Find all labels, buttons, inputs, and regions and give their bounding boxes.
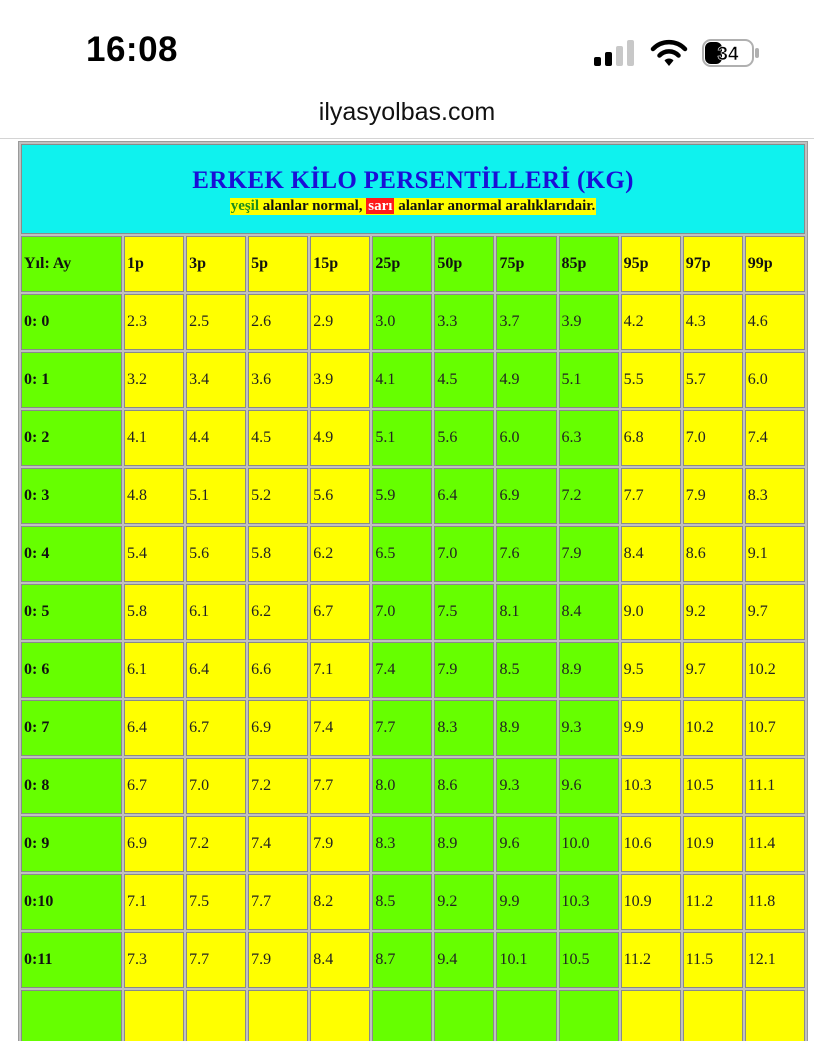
column-header: 85p bbox=[559, 236, 619, 292]
table-cell: 7.4 bbox=[248, 816, 308, 872]
table-cell: 5.8 bbox=[248, 526, 308, 582]
table-cell: 2.3 bbox=[124, 294, 184, 350]
row-age-label: 0: 1 bbox=[21, 352, 122, 408]
table-cell: 7.9 bbox=[559, 526, 619, 582]
table-cell: 9.9 bbox=[496, 874, 556, 930]
table-cell: 9.1 bbox=[745, 526, 805, 582]
table-cell: 8.6 bbox=[434, 758, 494, 814]
table-cell: 6.7 bbox=[310, 584, 370, 640]
table-cell: 7.1 bbox=[124, 874, 184, 930]
table-cell: 7.7 bbox=[621, 468, 681, 524]
table-cell: 8.3 bbox=[372, 816, 432, 872]
table-cell: 7.5 bbox=[186, 874, 246, 930]
column-header: 3p bbox=[186, 236, 246, 292]
row-age-label: 0:11 bbox=[21, 932, 122, 988]
table-cell: 8.3 bbox=[434, 700, 494, 756]
table-cell: 8.3 bbox=[745, 468, 805, 524]
table-cell bbox=[745, 990, 805, 1041]
column-header: 99p bbox=[745, 236, 805, 292]
table-cell: 8.1 bbox=[496, 584, 556, 640]
table-cell: 2.5 bbox=[186, 294, 246, 350]
table-cell bbox=[248, 990, 308, 1041]
table-row bbox=[21, 584, 805, 640]
subtitle-text-2: alanlar anormal aralıklarıdair. bbox=[394, 198, 596, 214]
table-row bbox=[21, 352, 805, 408]
column-header: 15p bbox=[310, 236, 370, 292]
table-cell bbox=[621, 990, 681, 1041]
table-cell: 7.0 bbox=[434, 526, 494, 582]
row-age-label: 0: 3 bbox=[21, 468, 122, 524]
column-header: 95p bbox=[621, 236, 681, 292]
table-cell: 9.9 bbox=[621, 700, 681, 756]
table-header-row bbox=[21, 236, 805, 292]
address-bar[interactable] bbox=[0, 92, 814, 138]
table-cell: 8.2 bbox=[310, 874, 370, 930]
table-cell bbox=[559, 990, 619, 1041]
table-cell: 6.9 bbox=[496, 468, 556, 524]
table-cell: 5.7 bbox=[683, 352, 743, 408]
table-title: ERKEK KİLO PERSENTİLLERİ (KG) bbox=[192, 167, 634, 194]
table-cell: 7.7 bbox=[248, 874, 308, 930]
table-cell: 10.1 bbox=[496, 932, 556, 988]
table-row bbox=[21, 758, 805, 814]
table-cell: 7.0 bbox=[683, 410, 743, 466]
row-age-label bbox=[21, 990, 122, 1041]
table-cell: 10.3 bbox=[621, 758, 681, 814]
table-cell: 9.2 bbox=[683, 584, 743, 640]
table-cell: 6.7 bbox=[186, 700, 246, 756]
table-cell: 5.6 bbox=[310, 468, 370, 524]
table-title-cell bbox=[21, 144, 805, 234]
table-cell: 8.9 bbox=[559, 642, 619, 698]
table-cell: 3.3 bbox=[434, 294, 494, 350]
table-cell: 7.9 bbox=[434, 642, 494, 698]
table-cell: 8.4 bbox=[621, 526, 681, 582]
table-cell bbox=[186, 990, 246, 1041]
table-cell: 10.7 bbox=[745, 700, 805, 756]
table-cell: 8.9 bbox=[496, 700, 556, 756]
column-header: 97p bbox=[683, 236, 743, 292]
table-row bbox=[21, 990, 805, 1041]
weight-percentile-table bbox=[18, 141, 808, 1041]
table-cell: 8.4 bbox=[310, 932, 370, 988]
table-cell bbox=[496, 990, 556, 1041]
row-age-label: 0: 2 bbox=[21, 410, 122, 466]
table-cell: 7.4 bbox=[745, 410, 805, 466]
table-cell: 6.4 bbox=[124, 700, 184, 756]
table-cell: 6.4 bbox=[186, 642, 246, 698]
column-header: 5p bbox=[248, 236, 308, 292]
table-cell: 6.3 bbox=[559, 410, 619, 466]
table-cell: 6.6 bbox=[248, 642, 308, 698]
table-cell: 11.2 bbox=[621, 932, 681, 988]
table-cell: 7.2 bbox=[248, 758, 308, 814]
table-cell: 5.6 bbox=[434, 410, 494, 466]
table-row bbox=[21, 468, 805, 524]
table-cell: 2.9 bbox=[310, 294, 370, 350]
row-age-label: 0: 9 bbox=[21, 816, 122, 872]
table-cell: 9.7 bbox=[683, 642, 743, 698]
signal-icon bbox=[594, 40, 636, 66]
table-cell: 5.8 bbox=[124, 584, 184, 640]
row-age-label: 0: 7 bbox=[21, 700, 122, 756]
table-cell: 9.6 bbox=[559, 758, 619, 814]
table-cell: 6.1 bbox=[124, 642, 184, 698]
battery-level: 34 bbox=[717, 44, 739, 65]
table-cell: 10.3 bbox=[559, 874, 619, 930]
table-cell: 4.3 bbox=[683, 294, 743, 350]
table-cell: 5.1 bbox=[372, 410, 432, 466]
table-cell: 6.4 bbox=[434, 468, 494, 524]
table-cell: 7.1 bbox=[310, 642, 370, 698]
table-cell: 6.9 bbox=[124, 816, 184, 872]
table-cell: 7.9 bbox=[248, 932, 308, 988]
table-cell: 7.7 bbox=[372, 700, 432, 756]
table-cell: 4.5 bbox=[434, 352, 494, 408]
table-cell: 7.4 bbox=[372, 642, 432, 698]
percentile-table-wrap bbox=[18, 141, 808, 1041]
table-cell: 6.2 bbox=[248, 584, 308, 640]
divider bbox=[0, 138, 814, 139]
table-cell: 7.2 bbox=[559, 468, 619, 524]
table-cell: 7.6 bbox=[496, 526, 556, 582]
table-cell: 7.9 bbox=[310, 816, 370, 872]
column-header: 50p bbox=[434, 236, 494, 292]
table-cell: 4.8 bbox=[124, 468, 184, 524]
subtitle-green: yeşil bbox=[230, 198, 260, 214]
table-cell: 5.4 bbox=[124, 526, 184, 582]
table-cell: 9.2 bbox=[434, 874, 494, 930]
table-cell: 4.9 bbox=[310, 410, 370, 466]
table-cell: 11.8 bbox=[745, 874, 805, 930]
table-cell: 6.5 bbox=[372, 526, 432, 582]
row-age-label: 0: 0 bbox=[21, 294, 122, 350]
table-cell: 11.2 bbox=[683, 874, 743, 930]
table-cell: 7.5 bbox=[434, 584, 494, 640]
column-header: 25p bbox=[372, 236, 432, 292]
row-age-label: 0: 8 bbox=[21, 758, 122, 814]
table-cell: 10.9 bbox=[621, 874, 681, 930]
table-row bbox=[21, 700, 805, 756]
table-cell: 10.0 bbox=[559, 816, 619, 872]
table-cell: 9.3 bbox=[559, 700, 619, 756]
table-cell: 9.3 bbox=[496, 758, 556, 814]
table-row bbox=[21, 526, 805, 582]
column-header: Yıl: Ay bbox=[21, 236, 122, 292]
table-cell: 10.2 bbox=[683, 700, 743, 756]
table-cell: 5.5 bbox=[621, 352, 681, 408]
table-cell: 7.3 bbox=[124, 932, 184, 988]
table-cell: 8.5 bbox=[496, 642, 556, 698]
table-cell: 4.5 bbox=[248, 410, 308, 466]
table-row bbox=[21, 642, 805, 698]
table-cell: 5.1 bbox=[186, 468, 246, 524]
table-cell: 6.7 bbox=[124, 758, 184, 814]
row-age-label: 0: 5 bbox=[21, 584, 122, 640]
table-cell: 10.9 bbox=[683, 816, 743, 872]
table-cell: 9.5 bbox=[621, 642, 681, 698]
table-cell: 2.6 bbox=[248, 294, 308, 350]
table-cell bbox=[124, 990, 184, 1041]
table-cell: 3.9 bbox=[559, 294, 619, 350]
table-cell: 3.4 bbox=[186, 352, 246, 408]
table-cell: 5.9 bbox=[372, 468, 432, 524]
table-cell: 7.0 bbox=[186, 758, 246, 814]
wifi-icon bbox=[650, 38, 688, 68]
table-cell: 12.1 bbox=[745, 932, 805, 988]
table-cell: 4.2 bbox=[621, 294, 681, 350]
table-cell: 5.2 bbox=[248, 468, 308, 524]
table-cell: 10.5 bbox=[559, 932, 619, 988]
table-cell: 9.0 bbox=[621, 584, 681, 640]
column-header: 1p bbox=[124, 236, 184, 292]
table-cell bbox=[310, 990, 370, 1041]
table-cell bbox=[434, 990, 494, 1041]
table-cell: 8.0 bbox=[372, 758, 432, 814]
table-cell: 6.9 bbox=[248, 700, 308, 756]
table-cell: 4.1 bbox=[124, 410, 184, 466]
table-cell: 9.6 bbox=[496, 816, 556, 872]
subtitle-text-1: alanlar normal, bbox=[259, 198, 367, 214]
subtitle-red: sarı bbox=[368, 198, 393, 214]
row-age-label: 0: 6 bbox=[21, 642, 122, 698]
table-cell: 4.6 bbox=[745, 294, 805, 350]
table-cell: 3.0 bbox=[372, 294, 432, 350]
status-time: 16:08 bbox=[86, 30, 179, 69]
table-cell: 7.2 bbox=[186, 816, 246, 872]
table-row bbox=[21, 410, 805, 466]
column-header: 75p bbox=[496, 236, 556, 292]
table-cell: 8.4 bbox=[559, 584, 619, 640]
table-cell: 4.1 bbox=[372, 352, 432, 408]
table-cell: 8.9 bbox=[434, 816, 494, 872]
table-cell: 6.2 bbox=[310, 526, 370, 582]
status-bar bbox=[0, 0, 814, 100]
table-cell: 7.9 bbox=[683, 468, 743, 524]
table-cell: 8.7 bbox=[372, 932, 432, 988]
table-cell: 4.9 bbox=[496, 352, 556, 408]
table-cell: 3.9 bbox=[310, 352, 370, 408]
table-cell: 8.5 bbox=[372, 874, 432, 930]
table-cell: 6.1 bbox=[186, 584, 246, 640]
table-cell: 11.4 bbox=[745, 816, 805, 872]
table-cell: 10.2 bbox=[745, 642, 805, 698]
table-cell: 3.7 bbox=[496, 294, 556, 350]
table-cell: 11.5 bbox=[683, 932, 743, 988]
table-cell: 3.2 bbox=[124, 352, 184, 408]
table-cell: 6.0 bbox=[496, 410, 556, 466]
table-cell: 9.4 bbox=[434, 932, 494, 988]
table-cell: 7.7 bbox=[310, 758, 370, 814]
table-cell: 10.6 bbox=[621, 816, 681, 872]
table-cell bbox=[683, 990, 743, 1041]
table-cell: 8.6 bbox=[683, 526, 743, 582]
table-cell: 11.1 bbox=[745, 758, 805, 814]
table-row bbox=[21, 816, 805, 872]
battery-icon bbox=[702, 38, 760, 68]
table-cell: 7.0 bbox=[372, 584, 432, 640]
table-row bbox=[21, 294, 805, 350]
table-subtitle bbox=[230, 198, 597, 215]
table-cell: 7.7 bbox=[186, 932, 246, 988]
table-cell: 6.8 bbox=[621, 410, 681, 466]
row-age-label: 0:10 bbox=[21, 874, 122, 930]
table-cell: 3.6 bbox=[248, 352, 308, 408]
table-cell: 5.1 bbox=[559, 352, 619, 408]
table-cell: 5.6 bbox=[186, 526, 246, 582]
row-age-label: 0: 4 bbox=[21, 526, 122, 582]
table-cell bbox=[372, 990, 432, 1041]
url-text: ilyasyolbas.com bbox=[318, 98, 496, 126]
table-cell: 4.4 bbox=[186, 410, 246, 466]
table-cell: 10.5 bbox=[683, 758, 743, 814]
table-cell: 6.0 bbox=[745, 352, 805, 408]
table-cell: 7.4 bbox=[310, 700, 370, 756]
table-cell: 9.7 bbox=[745, 584, 805, 640]
table-row bbox=[21, 874, 805, 930]
table-row bbox=[21, 932, 805, 988]
